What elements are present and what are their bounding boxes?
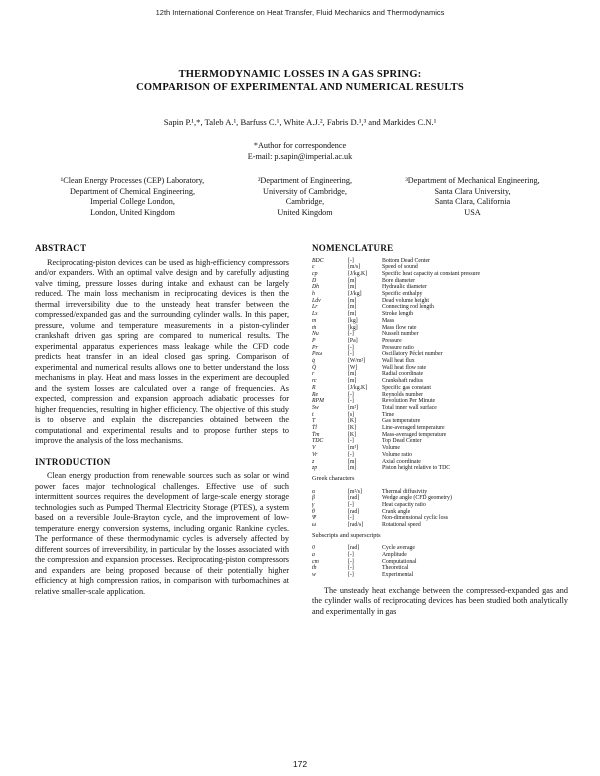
- nomenclature-unit: [m]: [348, 277, 357, 284]
- nomenclature-sym: w: [312, 572, 316, 579]
- nomenclature-desc: Wall heat flux: [382, 358, 415, 365]
- nomenclature-sym: RPM: [312, 398, 324, 405]
- nomenclature-sym: 0: [312, 545, 315, 552]
- nomenclature-row: [312, 378, 480, 385]
- correspondence-block: [0, 140, 600, 162]
- nomenclature-unit: [m]: [348, 465, 357, 472]
- nomenclature-unit: [m]: [348, 284, 357, 291]
- nomenclature-row: [312, 405, 480, 412]
- nomenclature-desc: Dead volume height: [382, 297, 430, 304]
- title-line-2: COMPARISON OF EXPERIMENTAL AND NUMERICAL RESULTS: [136, 82, 464, 93]
- nomenclature-sym: cp: [312, 270, 318, 277]
- nomenclature-desc: Specific enthalpy: [382, 291, 423, 298]
- nomenclature-row: [312, 398, 480, 405]
- affiliations: [40, 176, 560, 218]
- nomenclature-row: [312, 522, 452, 529]
- nomenclature-unit: [m³]: [348, 445, 359, 452]
- nomenclature-unit: [m]: [348, 297, 357, 304]
- nomenclature-unit: [-]: [348, 572, 354, 579]
- nomenclature-desc: Thermal diffusivity: [382, 488, 428, 495]
- nomenclature-unit: [-]: [348, 501, 354, 508]
- nomenclature-desc: Rotational speed: [382, 522, 421, 529]
- nomenclature-sym: Sw: [312, 404, 319, 411]
- nomenclature-sym: ω: [312, 522, 317, 529]
- nomenclature-row: [312, 572, 416, 579]
- nomenclature-unit: [kg]: [348, 324, 358, 331]
- page-number: 172: [292, 759, 308, 769]
- nomenclature-sym: r: [312, 371, 315, 378]
- nomenclature-sym: β: [312, 495, 315, 502]
- nomenclature-unit: [m/s]: [348, 264, 361, 271]
- nomenclature-sym: Lr: [312, 304, 318, 311]
- nomenclature-sym: ṁ: [312, 324, 317, 331]
- nomenclature-sym: BDC: [312, 257, 324, 264]
- nomenclature-desc: Total inner wall surface: [382, 404, 437, 411]
- nomenclature-unit: [m]: [348, 311, 357, 318]
- nomenclature-row: [312, 559, 416, 566]
- nomenclature-desc: Mass-averaged temperature: [382, 431, 447, 438]
- introduction-heading: INTRODUCTION: [35, 456, 111, 467]
- nomenclature-row: [312, 502, 452, 509]
- nomenclature-row: [312, 338, 480, 345]
- nomenclature-unit: [J/kg.K]: [348, 270, 368, 277]
- affiliation-line: Santa Clara University,: [434, 186, 511, 196]
- nomenclature-unit: [Pa]: [348, 337, 358, 344]
- nomenclature-unit: [-]: [348, 438, 354, 445]
- nomenclature-unit: [-]: [348, 351, 354, 358]
- nomenclature-desc: Specific gas constant: [382, 384, 431, 391]
- nomenclature-desc: Top Dead Center: [382, 438, 422, 445]
- nomenclature-sym: Nu: [312, 331, 319, 338]
- nomenclature-sym: zp: [312, 465, 318, 472]
- nomenclature-desc: Volume: [382, 445, 400, 452]
- nomenclature-unit: [K]: [348, 418, 357, 425]
- introduction-text: Clean energy production from renewable sources such as solar or wind power faces major technological challenges. Effective use of such intermittent sources requires the development of large-scale energy storage technologies such as Pumped Thermal Electricity Storage (PTES), a system based on a reversible Joule-Brayton cycle, and the improvement of low-temperature energy conversion systems, including organic Rankine cycles. The performance of these thermodynamic cycles is adversely affected by different sources of irreversibility, in particular by the losses associated with the compression and expansion processes. Reciprocating-piston compressors and expanders are being proposed because of their potentially higher efficiency at high compression ratios, in comparison with turbomachines at relative smaller-scale application.: [35, 471, 289, 596]
- nomenclature-desc: Gas temperature: [382, 418, 421, 425]
- nomenclature-row: [312, 515, 452, 522]
- nomenclature-sym: Vr: [312, 451, 318, 458]
- nomenclature-row: [312, 425, 480, 432]
- nomenclature-row: [312, 392, 480, 399]
- authors: Sapin P.¹,*, Taleb A.¹, Barfuss C.¹, White A.J.², Fabris D.¹,³ and Markides C.N.¹: [163, 117, 437, 127]
- right-column: [312, 243, 568, 617]
- nomenclature-sym: θ: [312, 508, 315, 515]
- nomenclature-sym: th: [312, 565, 317, 572]
- abstract-text: Reciprocating-piston devices can be used as high-efficiency compressors and/or expanders. With an optimal valve design and by carefully adjusting valve timing, pressure losses during intake and exhaust can be largely reduced. The main loss mechanism in reciprocating devices is then the thermal irreversibility due to the unsteady heat transfer between the compressed/expanded gas and the surrounding cylinder walls. In this paper, pressure, volume and temperature measurements in a piston-cylinder crankshaft driven gas spring are compared to numerical results. The experimental apparatus experiences mass leakage while the CFD code predicts heat transfer in an ideal closed gas spring. Comparison of experimental and numerical results allows one to better understand the loss mechanisms in play. Heat and mass losses in the experiment are decoupled and the system losses are calculated over a range of frequencies. As expected, compression and expansion approach adiabatic processes for higher frequencies, resulting in higher efficiency. The objective of this study is to observe and explain the discrepancies obtained between the computational and experimental results and to propose further steps to improve the analysis of the loss mechanisms.: [35, 257, 289, 445]
- nomenclature-unit: [-]: [348, 391, 354, 398]
- nomenclature-unit: [m]: [348, 304, 357, 311]
- nomenclature-row: [312, 345, 480, 352]
- nomenclature-unit: [kg]: [348, 317, 358, 324]
- nomenclature-unit: [K]: [348, 431, 357, 438]
- nomenclature-row: [312, 452, 480, 459]
- affiliation-line: ²Department of Engineering,: [257, 176, 353, 185]
- nomenclature-sym: T̄m: [312, 431, 320, 438]
- nomenclature-row: [312, 509, 452, 516]
- nomenclature-row: [312, 358, 480, 365]
- nomenclature-unit: [m]: [348, 378, 357, 385]
- nomenclature-desc: Pressure ratio: [382, 344, 414, 351]
- subscripts-table: [312, 545, 416, 579]
- nomenclature-unit: [rad]: [348, 495, 360, 502]
- nomenclature-unit: [-]: [348, 515, 354, 522]
- nomenclature-row: [312, 264, 480, 271]
- nomenclature-desc: Oscillatory Péclet number: [382, 351, 443, 358]
- right-column-text: The unsteady heat exchange between the compressed-expanded gas and the cylinder walls of reciprocating devices has been studied both analytically and experimentally in gas: [312, 585, 568, 616]
- nomenclature-row: [312, 284, 480, 291]
- nomenclature-sym: Ldv: [312, 297, 321, 304]
- nomenclature-desc: Mass: [382, 317, 395, 324]
- nomenclature-sym: Q̇: [312, 364, 317, 371]
- nomenclature-unit: [m²/s]: [348, 488, 362, 495]
- nomenclature-desc: Specific heat capacity at constant pressure: [382, 270, 481, 277]
- affiliation-line: USA: [464, 207, 481, 217]
- nomenclature-desc: Line-averaged temperature: [382, 425, 445, 432]
- nomenclature-desc: Axial coordinate: [382, 458, 421, 465]
- nomenclature-desc: Revolution Per Minute: [382, 398, 436, 405]
- nomenclature-unit: [rad/s]: [348, 522, 364, 529]
- nomenclature-row: [312, 412, 480, 419]
- nomenclature-row: [312, 565, 416, 572]
- nomenclature-desc: Cycle average: [382, 545, 415, 552]
- affiliation-line: ¹Clean Energy Processes (CEP) Laboratory,: [60, 176, 205, 185]
- abstract-heading: ABSTRACT: [35, 243, 87, 253]
- nomenclature-sym: D: [312, 277, 317, 284]
- nomenclature-desc: Wedge angle (CFD geometry): [382, 495, 452, 502]
- title-line-1: THERMODYNAMIC LOSSES IN A GAS SPRING:: [178, 69, 422, 80]
- nomenclature-unit: [-]: [348, 344, 354, 351]
- correspondence-note: *Author for correspondence: [253, 141, 347, 150]
- nomenclature-row: [312, 545, 416, 552]
- nomenclature-desc: Radial coordinate: [382, 371, 424, 378]
- nomenclature-row: [312, 495, 452, 502]
- nomenclature-desc: Bore diameter: [382, 277, 415, 284]
- nomenclature-unit: [s]: [348, 411, 355, 418]
- nomenclature-sym: P: [312, 337, 316, 344]
- nomenclature-unit: [m]: [348, 458, 357, 465]
- nomenclature-row: [312, 385, 480, 392]
- nomenclature-sym: Pr: [312, 344, 318, 351]
- nomenclature-desc: Stroke length: [382, 311, 414, 318]
- nomenclature-unit: [rad]: [348, 545, 360, 552]
- nomenclature-desc: Wall heat flow rate: [382, 364, 427, 371]
- nomenclature-desc: Mass flow rate: [382, 324, 417, 331]
- nomenclature-row: [312, 291, 480, 298]
- nomenclature-row: [312, 465, 480, 472]
- greek-table: [312, 489, 452, 529]
- affiliation-line: Department of Chemical Engineering,: [69, 186, 196, 196]
- nomenclature-sym: R: [312, 384, 316, 391]
- nomenclature-sym: α: [312, 488, 316, 495]
- nomenclature-sym: Ls: [312, 311, 318, 318]
- nomenclature-desc: Crank angle: [382, 508, 411, 515]
- nomenclature-row: [312, 365, 480, 372]
- nomenclature-sym: rc: [312, 378, 317, 385]
- nomenclature-row: [312, 552, 416, 559]
- affiliation-line: Imperial College London,: [90, 197, 175, 207]
- nomenclature-unit: [-]: [348, 565, 354, 572]
- nomenclature-sym: t: [312, 411, 314, 418]
- nomenclature-unit: [J/kg.K]: [348, 384, 368, 391]
- nomenclature-unit: [-]: [348, 551, 354, 558]
- paper-title: [0, 68, 600, 94]
- nomenclature-row: [312, 438, 480, 445]
- affiliation-line: Cambridge,: [285, 197, 325, 207]
- nomenclature-desc: Heat capacity ratio: [382, 501, 426, 508]
- affiliation-1: [40, 176, 225, 218]
- nomenclature-unit: [K]: [348, 425, 357, 432]
- affiliation-3: [385, 176, 560, 218]
- nomenclature-unit: [m²]: [348, 404, 359, 411]
- greek-heading: Greek characters: [312, 475, 355, 482]
- nomenclature-desc: Bottom Dead Center: [382, 257, 430, 264]
- nomenclature-desc: Amplitude: [382, 551, 407, 558]
- nomenclature-desc: Crankshaft radius: [382, 378, 424, 385]
- nomenclature-desc: Reynolds number: [382, 391, 424, 398]
- nomenclature-sym: V: [312, 445, 316, 452]
- nomenclature-desc: Volume ratio: [382, 451, 413, 458]
- nomenclature-desc: Computational: [382, 558, 417, 565]
- nomenclature-unit: [-]: [348, 257, 354, 264]
- nomenclature-desc: Connecting rod length: [382, 304, 434, 311]
- nomenclature-row: [312, 445, 480, 452]
- nomenclature-unit: [W]: [348, 364, 358, 371]
- affiliation-line: United Kingdom: [277, 207, 333, 217]
- nomenclature-row: [312, 331, 480, 338]
- nomenclature-sym: h: [312, 291, 315, 298]
- nomenclature-desc: Nusselt number: [382, 331, 419, 338]
- nomenclature-desc: Time: [382, 411, 395, 418]
- nomenclature-row: [312, 271, 480, 278]
- nomenclature-unit: [m]: [348, 371, 357, 378]
- nomenclature-table: [312, 258, 480, 473]
- nomenclature-sym: cm: [312, 558, 319, 565]
- affiliation-line: Santa Clara, California: [434, 197, 511, 207]
- nomenclature-row: [312, 318, 480, 325]
- nomenclature-unit: [-]: [348, 331, 354, 338]
- subscripts-heading: Subscripts and superscripts: [312, 531, 381, 539]
- conference-header: 12th International Conference on Heat Transfer, Fluid Mechanics and Thermodynamics: [155, 8, 445, 17]
- affiliation-line: University of Cambridge,: [263, 186, 347, 196]
- email: E-mail: p.sapin@imperial.ac.uk: [247, 152, 353, 161]
- nomenclature-row: [312, 418, 480, 425]
- nomenclature-sym: m: [312, 317, 317, 324]
- nomenclature-row: [312, 325, 480, 332]
- affiliation-2: [225, 176, 385, 218]
- nomenclature-unit: [-]: [348, 558, 354, 565]
- nomenclature-row: [312, 459, 480, 466]
- nomenclature-sym: Dh: [312, 284, 320, 291]
- nomenclature-unit: [rad]: [348, 508, 360, 515]
- affiliation-line: London, United Kingdom: [90, 207, 175, 217]
- nomenclature-row: [312, 304, 480, 311]
- nomenclature-sym: q̇: [312, 358, 315, 365]
- nomenclature-sym: T̄l: [312, 425, 317, 432]
- nomenclature-row: [312, 278, 480, 285]
- nomenclature-row: [312, 298, 480, 305]
- nomenclature-sym: γ: [312, 501, 315, 508]
- nomenclature-sym: Re: [312, 391, 319, 398]
- nomenclature-unit: [-]: [348, 398, 354, 405]
- nomenclature-sym: TDC: [312, 438, 324, 445]
- nomenclature-desc: Hydraulic diameter: [382, 284, 427, 291]
- nomenclature-sym: Ψ: [312, 515, 317, 522]
- left-column: [35, 243, 289, 597]
- nomenclature-sym: z: [312, 458, 315, 465]
- nomenclature-unit: [W/m²]: [348, 358, 366, 365]
- nomenclature-desc: Piston height relative to TDC: [382, 465, 451, 472]
- nomenclature-desc: Theoretical: [382, 565, 409, 572]
- nomenclature-row: [312, 311, 480, 318]
- nomenclature-sym: c: [312, 264, 315, 271]
- nomenclature-desc: Non-dimensional cyclic loss: [382, 515, 449, 522]
- nomenclature-row: [312, 432, 480, 439]
- nomenclature-sym: Peω: [312, 351, 323, 358]
- nomenclature-unit: [J/kg]: [348, 291, 362, 298]
- nomenclature-unit: [-]: [348, 451, 354, 458]
- nomenclature-sym: T: [312, 418, 316, 425]
- affiliation-line: ³Department of Mechanical Engineering,: [405, 176, 540, 185]
- nomenclature-desc: Experimental: [382, 572, 414, 579]
- nomenclature-desc: Speed of sound: [382, 264, 418, 271]
- nomenclature-desc: Pressure: [382, 337, 402, 344]
- nomenclature-heading: NOMENCLATURE: [312, 243, 394, 253]
- nomenclature-sym: a: [312, 551, 315, 558]
